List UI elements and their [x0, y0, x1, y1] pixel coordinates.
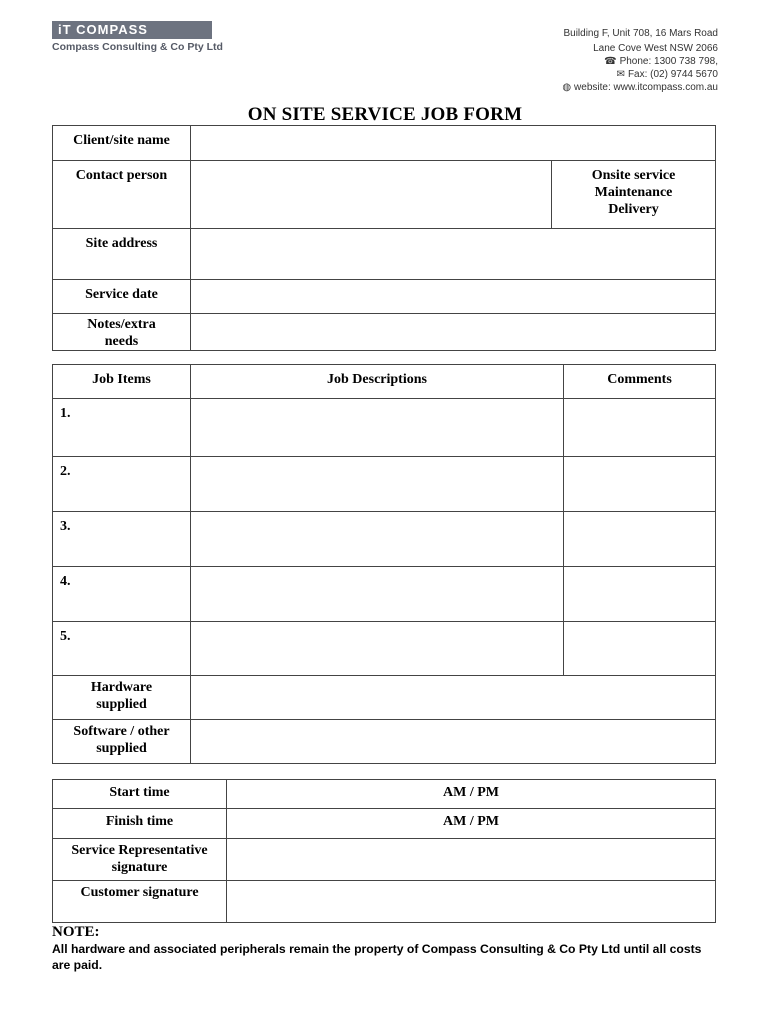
- notes-label-line-1: Notes/extra: [87, 317, 156, 332]
- service-date-field[interactable]: [191, 280, 716, 314]
- job-item-number: 5.: [53, 622, 191, 676]
- table-row: [53, 512, 716, 567]
- note-text: All hardware and associated peripherals remain the property of Compass Consulting & Co Pty Ltd until all costs are paid.: [52, 942, 702, 972]
- service-date-label: Service date: [53, 280, 191, 314]
- phone-text: Phone: 1300 738 798,: [619, 56, 718, 67]
- website-line: [562, 82, 718, 93]
- hardware-label-line-1: Hardware: [90, 680, 153, 695]
- address-line-1: Building F, Unit 708, 16 Mars Road: [563, 28, 718, 39]
- customer-signature-field[interactable]: [227, 881, 716, 923]
- job-description-field[interactable]: [191, 512, 564, 567]
- job-description-field[interactable]: [191, 399, 564, 457]
- rep-signature-line-1: Service Representative: [71, 843, 208, 858]
- fax-icon: ✉: [616, 69, 625, 80]
- comments-header: Comments: [564, 365, 716, 399]
- client-name-label: Client/site name: [53, 126, 191, 161]
- job-item-number: 1.: [53, 399, 191, 457]
- job-items-table: [52, 364, 716, 764]
- job-description-field[interactable]: [191, 567, 564, 622]
- site-address-field[interactable]: [191, 229, 716, 280]
- hardware-label-line-2: supplied: [96, 697, 147, 712]
- time-signature-table: [52, 779, 716, 923]
- job-item-number: 4.: [53, 567, 191, 622]
- table-row: [53, 622, 716, 676]
- job-description-field[interactable]: [191, 622, 564, 676]
- notes-field[interactable]: [191, 314, 716, 351]
- service-type-onsite[interactable]: Onsite service: [591, 168, 676, 183]
- service-type-maintenance[interactable]: Maintenance: [594, 185, 673, 200]
- software-supplied-field[interactable]: [191, 720, 716, 764]
- phone-icon: ☎: [604, 56, 617, 67]
- notes-label-line-2: needs: [104, 334, 139, 349]
- start-time-label: Start time: [53, 780, 227, 809]
- rep-signature-line-2: signature: [111, 860, 168, 875]
- start-time-field[interactable]: AM / PM: [227, 780, 716, 809]
- address-line-2: Lane Cove West NSW 2066: [593, 43, 718, 54]
- job-item-number: 3.: [53, 512, 191, 567]
- finish-time-label: Finish time: [53, 809, 227, 839]
- service-type-delivery[interactable]: Delivery: [608, 202, 659, 217]
- note-heading: NOTE:: [52, 924, 100, 940]
- rep-signature-label: [53, 839, 227, 881]
- globe-icon: ◍: [562, 82, 572, 93]
- finish-time-field[interactable]: AM / PM: [227, 809, 716, 839]
- job-comment-field[interactable]: [564, 512, 716, 567]
- client-details-table: [52, 125, 716, 351]
- hardware-supplied-field[interactable]: [191, 676, 716, 720]
- job-item-number: 2.: [53, 457, 191, 512]
- website-text: website: www.itcompass.com.au: [574, 82, 718, 93]
- job-comment-field[interactable]: [564, 567, 716, 622]
- table-row: [53, 567, 716, 622]
- software-label-line-1: Software / other: [73, 724, 170, 739]
- table-row: [53, 457, 716, 512]
- contact-person-label: Contact person: [53, 161, 191, 229]
- service-type-options[interactable]: [552, 161, 716, 229]
- job-items-header: Job Items: [53, 365, 191, 399]
- site-address-label: Site address: [53, 229, 191, 280]
- fax-text: Fax: (02) 9744 5670: [627, 69, 718, 80]
- software-label-line-2: supplied: [96, 741, 147, 756]
- customer-signature-label: Customer signature: [53, 881, 227, 923]
- software-supplied-label: [53, 720, 191, 764]
- job-comment-field[interactable]: [564, 622, 716, 676]
- company-name: Compass Consulting & Co Pty Ltd: [52, 41, 223, 53]
- contact-person-field[interactable]: [191, 161, 552, 229]
- job-description-field[interactable]: [191, 457, 564, 512]
- rep-signature-field[interactable]: [227, 839, 716, 881]
- phone-line: [604, 56, 718, 67]
- table-row: [53, 399, 716, 457]
- hardware-supplied-label: [53, 676, 191, 720]
- job-descriptions-header: Job Descriptions: [191, 365, 564, 399]
- notes-label: [53, 314, 191, 351]
- fax-line: [617, 69, 718, 80]
- job-comment-field[interactable]: [564, 399, 716, 457]
- client-name-field[interactable]: [191, 126, 716, 161]
- job-comment-field[interactable]: [564, 457, 716, 512]
- company-logo: iT COMPASS: [52, 21, 212, 39]
- form-title: ON SITE SERVICE JOB FORM: [247, 104, 523, 125]
